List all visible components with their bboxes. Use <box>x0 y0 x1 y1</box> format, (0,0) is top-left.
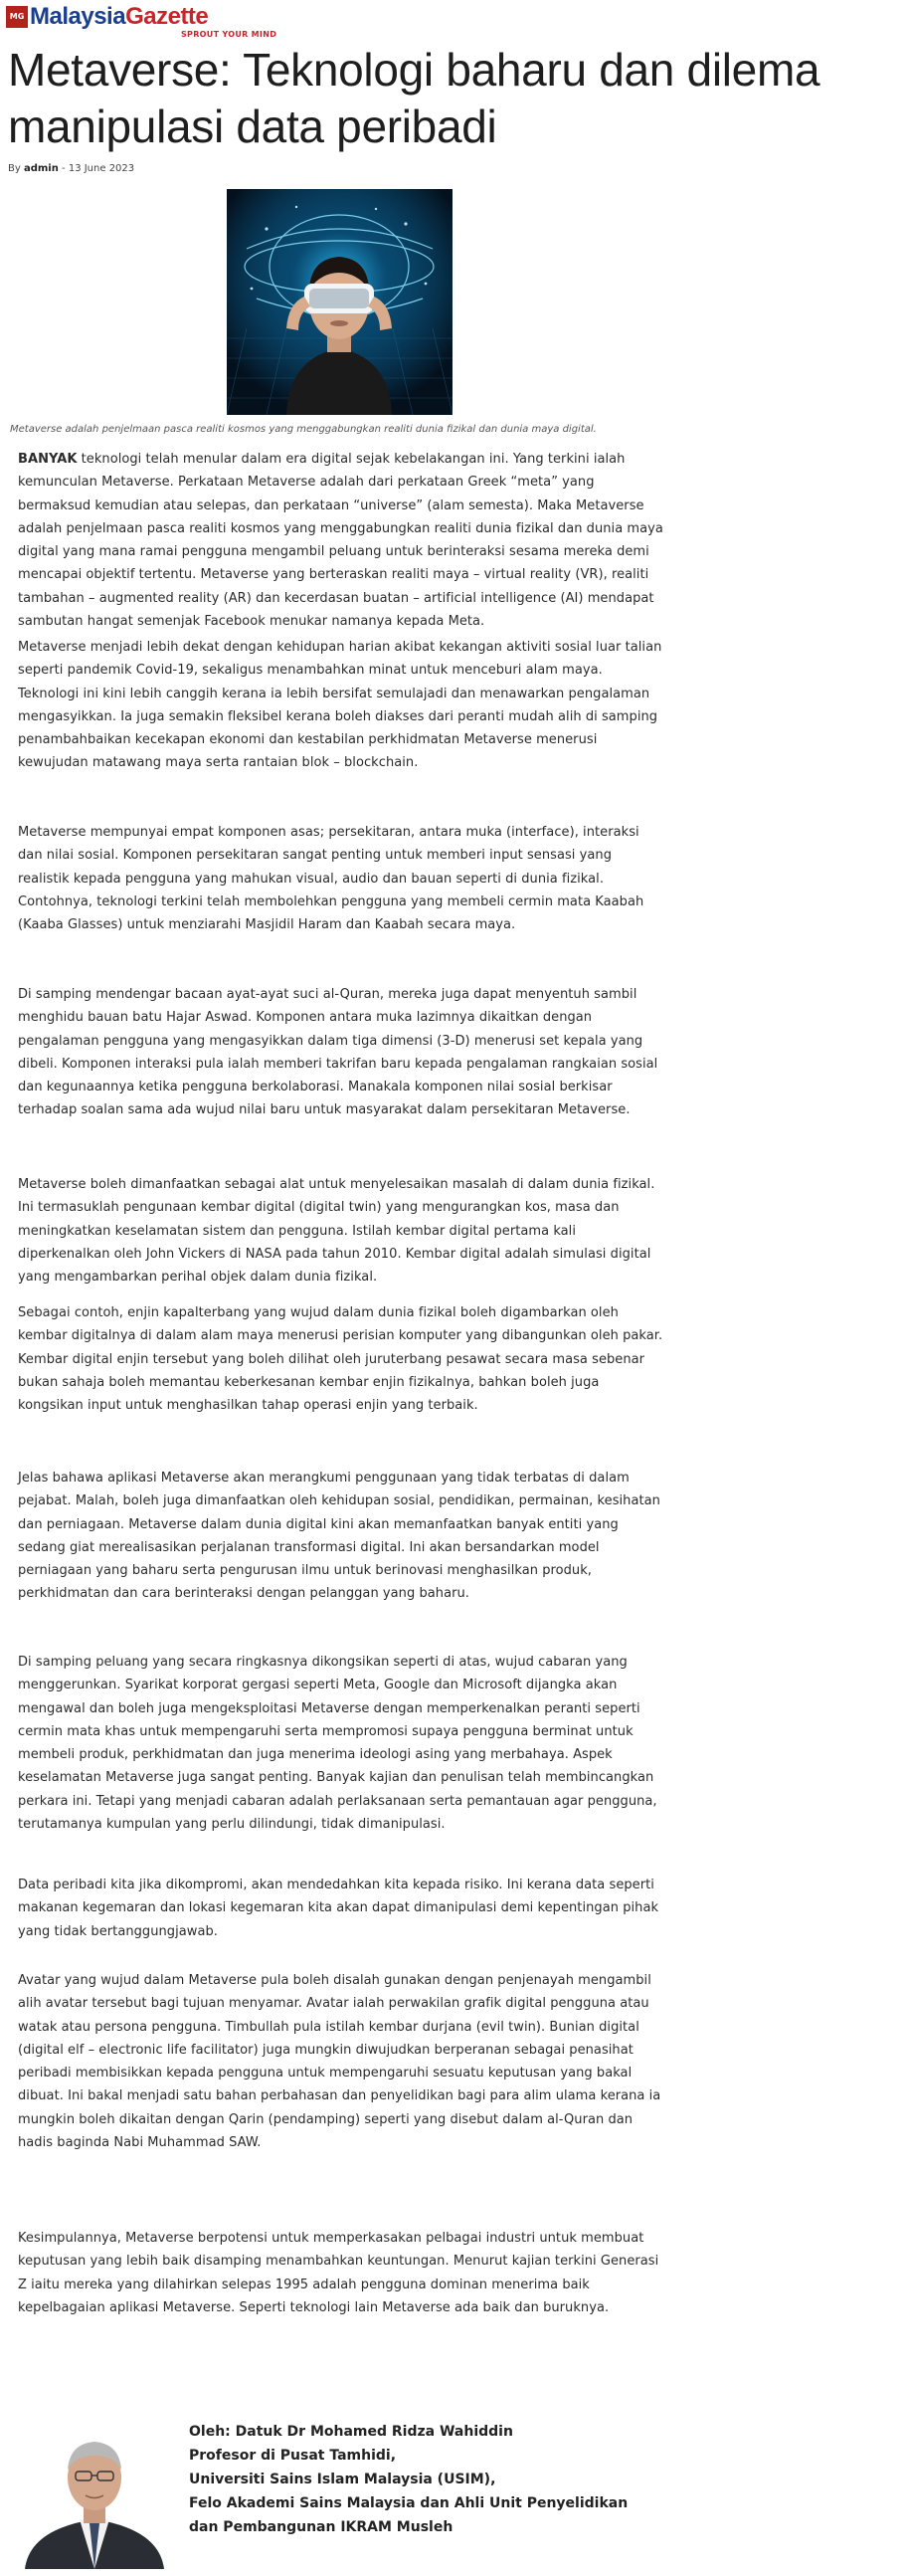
logo-malaysia: Malaysia <box>30 3 126 30</box>
logo-badge[interactable]: MG <box>6 6 28 28</box>
signature-line-3: Universiti Sains Islam Malaysia (USIM), <box>189 2472 496 2487</box>
paragraph-11: Kesimpulannya, Metaverse berpotensi untuk memperkasakan pelbagai industri untuk membuat keputusan yang lebih baik disamping menambahkan keuntungan. Menurut kajian terkini Generasi Z iaitu mereka yang dilahirkan selepas 1995 adalah pengguna dominan menerima baik kepelbagaian aplikasi Metaverse. Seperti teknologi lain Metaverse ada baik dan buruknya. <box>18 2231 659 2315</box>
author-portrait-icon <box>20 2420 169 2569</box>
logo-tagline: SPROUT YOUR MIND <box>181 30 277 39</box>
signature-line-2: Profesor di Pusat Tamhidi, <box>189 2448 397 2464</box>
author-link[interactable]: admin <box>23 163 59 174</box>
author-signature <box>189 2420 686 2539</box>
site-logo[interactable] <box>30 4 276 40</box>
lead-word: BANYAK <box>18 452 78 467</box>
article-title: Metaverse: Teknologi baharu dan dilema manipulasi data peribadi <box>8 44 820 152</box>
logo-gazette: Gazette <box>125 3 209 30</box>
byline-separator: - <box>62 163 66 174</box>
paragraph-8: Di samping peluang yang secara ringkasnya dikongsikan seperti di atas, wujud cabaran yang menggerunkan. Syarikat korporat gergasi seperti Meta, Google dan Microsoft dijangka akan mengawal dan boleh juga mengeksploitasi Metaverse dengan memperkenalkan peranti seperti cermin mata khas untuk mempengaruhi serta mempromosi supaya pengguna berminat untuk membeli produk, perkhidmatan dan juga menerima ideologi asing yang merbahaya. Aspek keselamatan Metaverse juga sangat penting. Banyak kajian dan penulisan telah membincangkan perkara ini. Tetapi yang menjadi cabaran adalah perlaksanaan serta pemantauan agar pengguna, terutamanya kumpulan yang perlu dilindungi, tidak dimanipulasi. <box>18 1655 657 1833</box>
author-photo <box>20 2420 169 2569</box>
signature-line-5: dan Pembangunan IKRAM Musleh <box>189 2519 454 2535</box>
paragraph-4: Di samping mendengar bacaan ayat-ayat suci al-Quran, mereka juga dapat menyentuh sambil menghidu bauan batu Hajar Aswad. Komponen antara muka lazimnya dikaitkan dengan pengalaman pengguna yang mengasyikkan dalam tiga dimensi (3-D) menerusi set kepala yang dibeli. Komponen interaksi pula ialah memberi takrifan baru kepada pengalaman rangkaian sosial dan kegunaannya ketika pengguna berkolaborasi. Manakala komponen nilai sosial berkisar terhadap soalan sama ada wujud nilai baru untuk masyarakat dalam persekitaran Metaverse. <box>18 987 658 1118</box>
paragraph-9: Data peribadi kita jika dikompromi, akan mendedahkan kita kepada risiko. Ini kerana data seperti makanan kegemaran dan lokasi kegemaran kita akan dapat dimanipulasi demi kepentingan pihak yang tidak bertanggungjawab. <box>18 1878 659 1939</box>
publish-date: 13 June 2023 <box>68 163 135 174</box>
paragraph-3: Metaverse mempunyai empat komponen asas; persekitaran, antara muka (interface), interaksi dan nilai sosial. Komponen persekitaran sangat penting untuk memberi input sensasi yang realistik kepada pengguna yang mahukan visual, audio dan bauan seperti di dunia fizikal. Contohnya, teknologi terkini telah membolehkan pengguna yang membeli cermin mata Kaabah (Kaaba Glasses) untuk menziarahi Masjidil Haram dan Kaabah secara maya. <box>18 825 644 933</box>
hero-image <box>227 189 453 415</box>
paragraph-1 <box>18 448 664 630</box>
paragraph-6: Sebagai contoh, enjin kapalterbang yang wujud dalam dunia fizikal boleh digambarkan oleh kembar digitalnya di dalam alam maya menerusi perisian komputer yang dibangunkan oleh pakar. Kembar digital enjin tersebut yang boleh dilihat oleh juruterbang pesawat secara masa sebenar bukan sahaja boleh memantau keberkesanan kembar enjin fizikalnya, bahkan boleh juga kongsikan input untuk menghasilkan tahap operasi enjin yang terbaik. <box>18 1305 663 1414</box>
byline <box>8 162 134 176</box>
byline-prefix: By <box>8 163 21 174</box>
site-header <box>6 4 276 42</box>
paragraph-7: Jelas bahawa aplikasi Metaverse akan merangkumi penggunaan yang tidak terbatas di dalam pejabat. Malah, boleh juga dimanfaatkan oleh kehidupan sosial, pendidikan, permainan, kesihatan dan perniagaan. Metaverse dalam dunia digital kini akan memanfaatkan banyak entiti yang sedang giat merealisasikan perjalanan transformasi digital. Ini akan bersandarkan model perniagaan yang baharu serta pengurusan ilmu untuk berinovasi menghasilkan produk, perkhidmatan dan cara berinteraksi dengan pelanggan yang baharu. <box>18 1471 660 1602</box>
article-body <box>18 448 664 2343</box>
paragraph-10: Avatar yang wujud dalam Metaverse pula boleh disalah gunakan dengan penjenayah mengambil alih avatar tersebut bagi tujuan menyamar. Avatar ialah perwakilan grafik digital pengguna atau watak atau persona pengguna. Timbullah pula istilah kembar durjana (evil twin). Bunian digital (digital elf – electronic life facilitator) juga mungkin diwujudkan berperanan sebagai penasihat peribadi membisikkan kepada pengguna untuk mempengaruhi sesuatu keputusan yang bakal dibuat. Ini bakal menjadi satu bahan perbahasan dan penyelidikan bagi para alim ulama kerana ia mungkin boleh dikaitan dengan Qarin (pendamping) seperti yang disebut dalam al-Quran dan hadis baginda Nabi Muhammad SAW. <box>18 1973 661 2151</box>
signature-line-1: Oleh: Datuk Dr Mohamed Ridza Wahiddin <box>189 2424 513 2440</box>
image-caption: Metaverse adalah penjelmaan pasca realiti kosmos yang menggabungkan realiti dunia fizikal dan dunia maya digital. <box>10 424 597 435</box>
signature-line-4: Felo Akademi Sains Malaysia dan Ahli Unit Penyelidikan <box>189 2495 629 2511</box>
paragraph-2: Metaverse menjadi lebih dekat dengan kehidupan harian akibat kekangan aktiviti sosial luar talian seperti pandemik Covid-19, sekaligus menambahkan minat untuk menceburi alam maya. Teknologi ini kini lebih canggih kerana ia lebih bersifat semulajadi dan menawarkan pengalaman mengasyikkan. Ia juga semakin fleksibel kerana boleh diakses dari peranti mudah alih di samping penambahbaikan kecekapan ekonomi dan kestabilan perkhidmatan Metaverse menerusi kewujudan matawang maya serta rantaian blok – blockchain. <box>18 640 662 771</box>
paragraph-5: Metaverse boleh dimanfaatkan sebagai alat untuk menyelesaikan masalah di dalam dunia fizikal. Ini termasuklah pengunaan kembar digital (digital twin) yang mengurangkan kos, masa dan meningkatkan keselamatan sistem dan pengguna. Istilah kembar digital pertama kali diperkenalkan oleh John Vickers di NASA pada tahun 2010. Kembar digital adalah simulasi digital yang mengambarkan perihal objek dalam dunia fizikal. <box>18 1177 655 1286</box>
paragraph-1-text: teknologi telah menular dalam era digital sejak kebelakangan ini. Yang terkini ialah kemunculan Metaverse. Perkataan Metaverse adalah dari perkataan Greek “meta” yang bermaksud kemudian atau selepas, dan perkataan “universe” (alam semesta). Maka Metaverse adalah penjelmaan pasca realiti kosmos yang menggabungkan realiti dunia fizikal dan dunia maya digital yang mana ramai pengguna mengambil peluang untuk berinteraksi sesama mereka demi mencapai objektif tertentu. Metaverse yang berteraskan realiti maya – virtual reality (VR), realiti tambahan – augmented reality (AR) dan kecerdasan buatan – artificial intelligence (AI) mendapat sambutan hangat semenjak Facebook menukar namanya kepada Meta. <box>18 452 663 630</box>
vr-headset-illustration-icon <box>227 189 453 415</box>
